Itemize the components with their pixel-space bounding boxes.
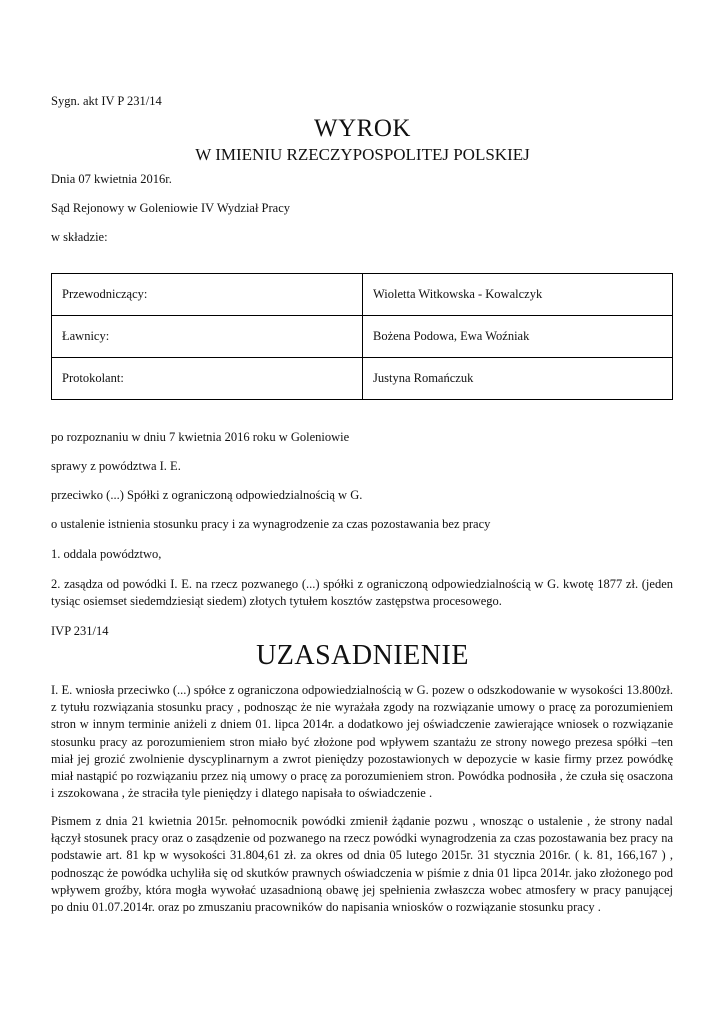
- case-from-line: sprawy z powództwa I. E.: [51, 459, 181, 473]
- composition-label: w składzie:: [51, 230, 108, 244]
- court-name: Sąd Rejonowy w Goleniowie IV Wydział Pracy: [51, 201, 291, 215]
- composition-member: Bożena Podowa, Ewa Woźniak: [363, 316, 673, 358]
- subject-line: o ustalenie istnienia stosunku pracy i za wynagrodzenie za czas pozostawania bez pracy: [51, 517, 491, 531]
- court-composition-table: [51, 273, 673, 400]
- table-row: [52, 358, 673, 400]
- document-subtitle: W IMIENIU RZECZYPOSPOLITEJ POLSKIEJ: [195, 145, 530, 164]
- justification-case-ref: IVP 231/14: [51, 624, 109, 638]
- justification-heading: UZASADNIENIE: [256, 640, 469, 671]
- composition-role: Przewodniczący:: [52, 274, 363, 316]
- ruling-item: 2. zasądza od powódki I. E. na rzecz pozwanego (...) spółki z ograniczoną odpowiedzialnością w G. kwotę 1877 zł. (jeden tysiąc osiemset siedemdziesiąt siedem) złotych tytułem kosztów zastępstwa procesowego.: [51, 577, 673, 609]
- table-row: [52, 274, 673, 316]
- composition-role: Protokolant:: [52, 358, 363, 400]
- justification-paragraph: I. E. wniosła przeciwko (...) spółce z ograniczona odpowiedzialnością w G. pozew o odszkodowanie w wysokości 13.800zł. z tytułu rozwiązania stosunku pracy , podnosząc że nie wyrażała zgody na rozwiązanie umowy o pracę za porozumieniem stron w innym terminie aniżeli z dniem 01. lipca 2014r. a dodatkowo jej oświadczenie zawierające wniosek o rozwiązanie stosunku pracy az porozumieniem stron miało być złożone pod wpływem szantażu ze strony nowego prezesa spółki –ten miał jej grozić zwolnienie dyscyplinarnym a zwrot pieniędzy pozostawionych w depozycie w kasie firmy przez powódkę miał nastąpić po rozwiązaniu przez nią umowy o pracę za porozumieniem stron. Powódka podnosiła , że czuła się osaczona i zszokowana , że straciła tyle pieniędzy i dlatego napisała to oświadczenie .: [51, 683, 673, 801]
- examination-line: po rozpoznaniu w dniu 7 kwietnia 2016 roku w Goleniowie: [51, 430, 350, 444]
- table-row: [52, 316, 673, 358]
- document-title: WYROK: [314, 115, 411, 142]
- ruling-item: 1. oddala powództwo,: [51, 547, 162, 561]
- against-line: przeciwko (...) Spółki z ograniczoną odpowiedzialnością w G.: [51, 488, 363, 502]
- composition-member: Wioletta Witkowska - Kowalczyk: [363, 274, 673, 316]
- composition-role: Ławnicy:: [52, 316, 363, 358]
- justification-paragraph: Pismem z dnia 21 kwietnia 2015r. pełnomocnik powódki zmienił żądanie pozwu , wnosząc o ustalenie , że strony nadal łączył stosunek pracy oraz o zasądzenie od pozwanego na rzecz powódki wynagrodzenia za czas pozostawania bez pracy na podstawie art. 81 kp w wysokości 31.804,61 zł. za okres od dnia 05 lutego 2015r. 31 stycznia 2016r. ( k. 81, 166,167 ) , podnosząc że powódka uchyliła się od skutków prawnych oświadczenia w piśmie z dnia 01 lipca 2014r. jako złożonego pod wpływem groźby, która mogła wywołać uzasadnioną obawę jej spełnienia zwłaszcza wobec atmosfery w pracy panującej po dniu 01.07.2014r. oraz po zmuszaniu pracowników do napisania wniosków o rozwiązanie stosunku pracy .: [51, 814, 673, 915]
- judgment-date: Dnia 07 kwietnia 2016r.: [51, 172, 172, 186]
- case-signature: Sygn. akt IV P 231/14: [51, 94, 162, 108]
- composition-member: Justyna Romańczuk: [363, 358, 673, 400]
